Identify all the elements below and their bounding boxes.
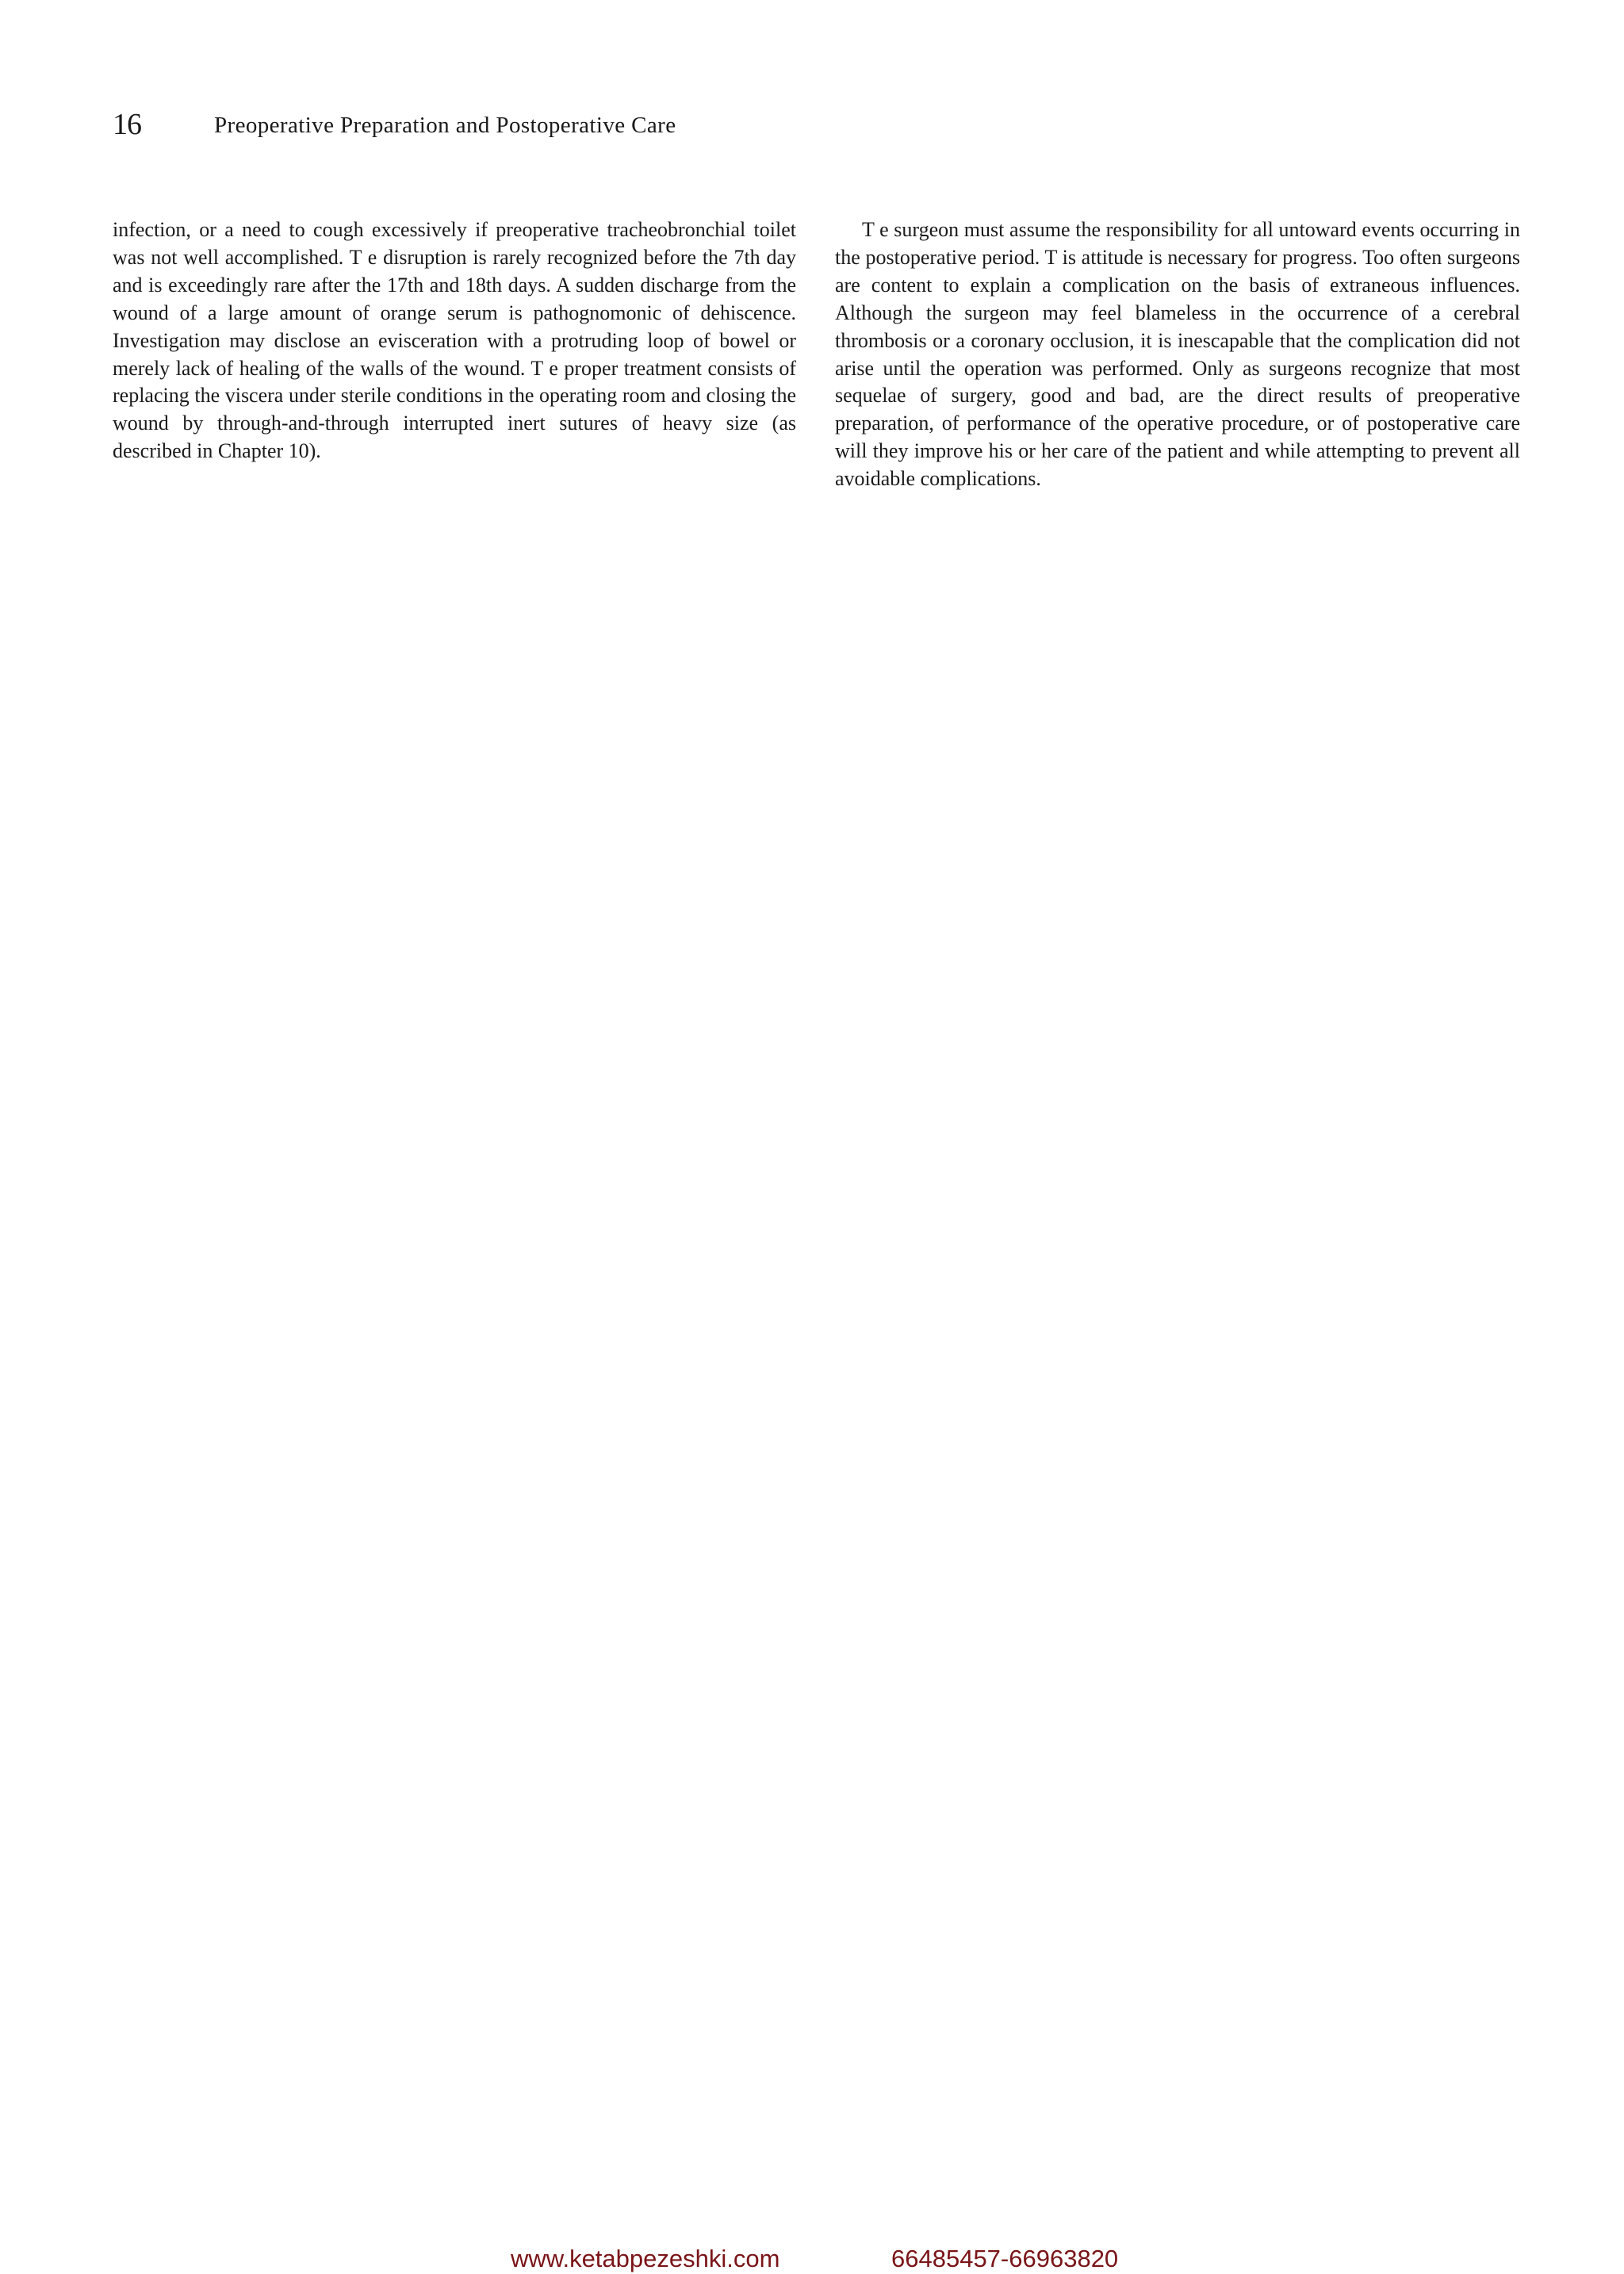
footer-website-link[interactable]: www.ketabpezeshki.com: [511, 2245, 780, 2272]
footer-phone-numbers: 66485457-66963820: [891, 2245, 1119, 2272]
page-number: 16: [113, 108, 141, 141]
paragraph-surgeon-responsibility: T e surgeon must assume the responsibility for all untoward events occurring in the postoperative period. T is attitude is necessary for progress. Too often surgeons are content to explain a complication on the basis of extraneous influences. Although the surgeon may feel blameless in the occurrence of a cerebral thrombosis or a coronary occlusion, it is inescapable that the complication did not arise until the operation was performed. Only as surgeons recognize that most sequelae of surgery, good and bad, are the direct results of preoperative preparation, of performance of the operative procedure, or of postoperative care will they improve his or her care of the patient and while attempting to prevent all avoidable complications.: [835, 218, 1520, 491]
paragraph-wound-dehiscence: infection, or a need to cough excessively if preoperative tracheobronchial toilet was not well accomplished. T e disruption is rarely recognized before the 7th day and is exceedingly rare after the 17th and 18th days. A sudden discharge from the wound of a large amount of orange serum is pathognomonic of dehiscence. Investigation may disclose an evisceration with a protruding loop of bowel or merely lack of healing of the walls of the wound. T e proper treatment consists of replacing the viscera under sterile conditions in the operating room and closing the wound by through-and-through interrupted inert sutures of heavy size (as described in Chapter 10).: [113, 218, 796, 463]
page-footer: [0, 2247, 1624, 2274]
running-head: [113, 105, 1516, 152]
body-column-left: [113, 216, 796, 465]
running-title: Preoperative Preparation and Postoperative Care: [214, 113, 676, 138]
body-column-right: [835, 216, 1520, 493]
